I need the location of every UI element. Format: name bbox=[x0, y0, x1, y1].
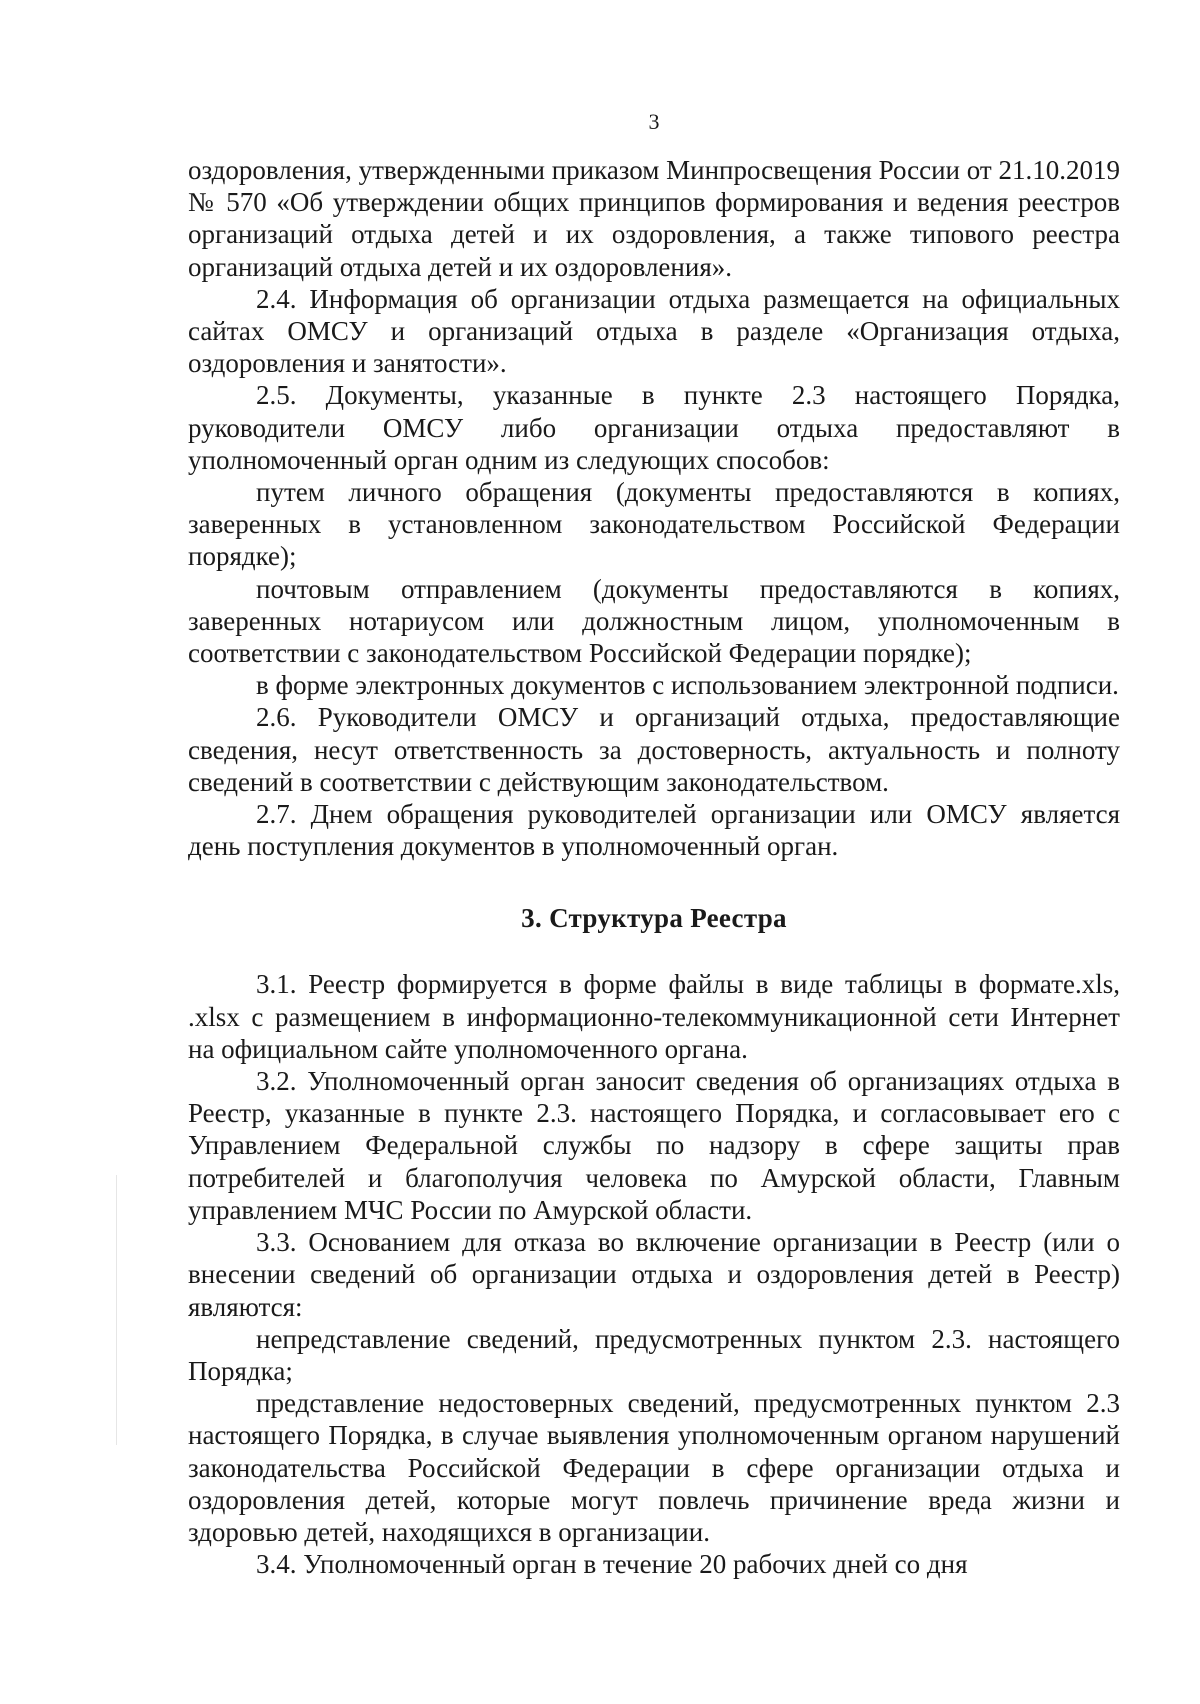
paragraph-p-2-7: 2.7. Днем обращения руководителей организации или ОМСУ является день поступления документов в уполномоченный орган. bbox=[188, 799, 1120, 862]
paragraph-p-2-3-cont: оздоровления, утвержденными приказом Минпросвещения России от 21.10.2019 № 570 «Об утверждении общих принципов формирования и ведения реестров организаций отдыха детей и их оздоровления, а также типового реестра организаций отдыха детей и их оздоровления». bbox=[188, 155, 1120, 282]
document-page bbox=[188, 0, 1120, 1704]
paragraph-p-3-4: 3.4. Уполномоченный орган в течение 20 рабочих дней со дня bbox=[256, 1549, 968, 1580]
paragraph-p-2-6: 2.6. Руководители ОМСУ и организаций отдыха, предоставляющие сведения, несут ответственность за достоверность, актуальность и полноту сведений в соответствии с действующим законодательством. bbox=[188, 702, 1120, 797]
paragraph-p-2-5-a: путем личного обращения (документы предоставляются в копиях, заверенных в установленном законодательством Российской Федерации порядке); bbox=[188, 477, 1120, 572]
paragraph-p-3-3-a: непредставление сведений, предусмотренных пунктом 2.3. настоящего Порядка; bbox=[188, 1323, 1120, 1386]
paragraph-p-2-4: 2.4. Информация об организации отдыха размещается на официальных сайтах ОМСУ и организаций отдыха в разделе «Организация отдыха, оздоровления и занятости». bbox=[188, 283, 1120, 379]
section-2-continuation bbox=[188, 154, 1120, 862]
paragraph-p-3-3: 3.3. Основанием для отказа во включение организации в Реестр (или о внесении сведений об организации отдыха и оздоровления детей в Реестр) являются: bbox=[188, 1227, 1120, 1322]
paragraph-p-2-5-c: в форме электронных документов с использованием электронной подписи. bbox=[256, 670, 1119, 701]
section-heading: 3. Структура Реестра bbox=[521, 903, 787, 934]
scan-margin-line bbox=[116, 1175, 117, 1445]
paragraph-p-2-5: 2.5. Документы, указанные в пункте 2.3 настоящего Порядка, руководители ОМСУ либо организации отдыха предоставляют в уполномоченный орган одним из следующих способов: bbox=[188, 380, 1120, 475]
paragraph-p-3-2: 3.2. Уполномоченный орган заносит сведения об организациях отдыха в Реестр, указанные в пункте 2.3. настоящего Порядка, и согласовывает его с Управлением Федеральной службы по надзору в сфере защиты прав потребителей и благополучия человека по Амурской области, Главным управлением МЧС России по Амурской области. bbox=[188, 1066, 1120, 1225]
document-body bbox=[188, 154, 1120, 1580]
paragraph-p-3-3-b: представление недостоверных сведений, предусмотренных пунктом 2.3 настоящего Порядка, в случае выявления уполномоченным органом нарушений законодательства Российской Федерации в сфере организации отдыха и оздоровления детей, которые могут повлечь причинение вреда жизни и здоровью детей, находящихся в организации. bbox=[188, 1388, 1120, 1547]
section-3-body bbox=[188, 968, 1120, 1580]
paragraph-p-3-1: 3.1. Реестр формируется в форме файлы в виде таблицы в формате.xls, .xlsx с размещением в информационно-телекоммуникационной сети Интернет на официальном сайте уполномоченного органа. bbox=[188, 969, 1120, 1064]
page-number: 3 bbox=[648, 109, 660, 134]
paragraph-p-2-5-b: почтовым отправлением (документы предоставляются в копиях, заверенных нотариусом или должностным лицом, уполномоченным в соответствии с законодательством Российской Федерации порядке); bbox=[188, 573, 1120, 669]
